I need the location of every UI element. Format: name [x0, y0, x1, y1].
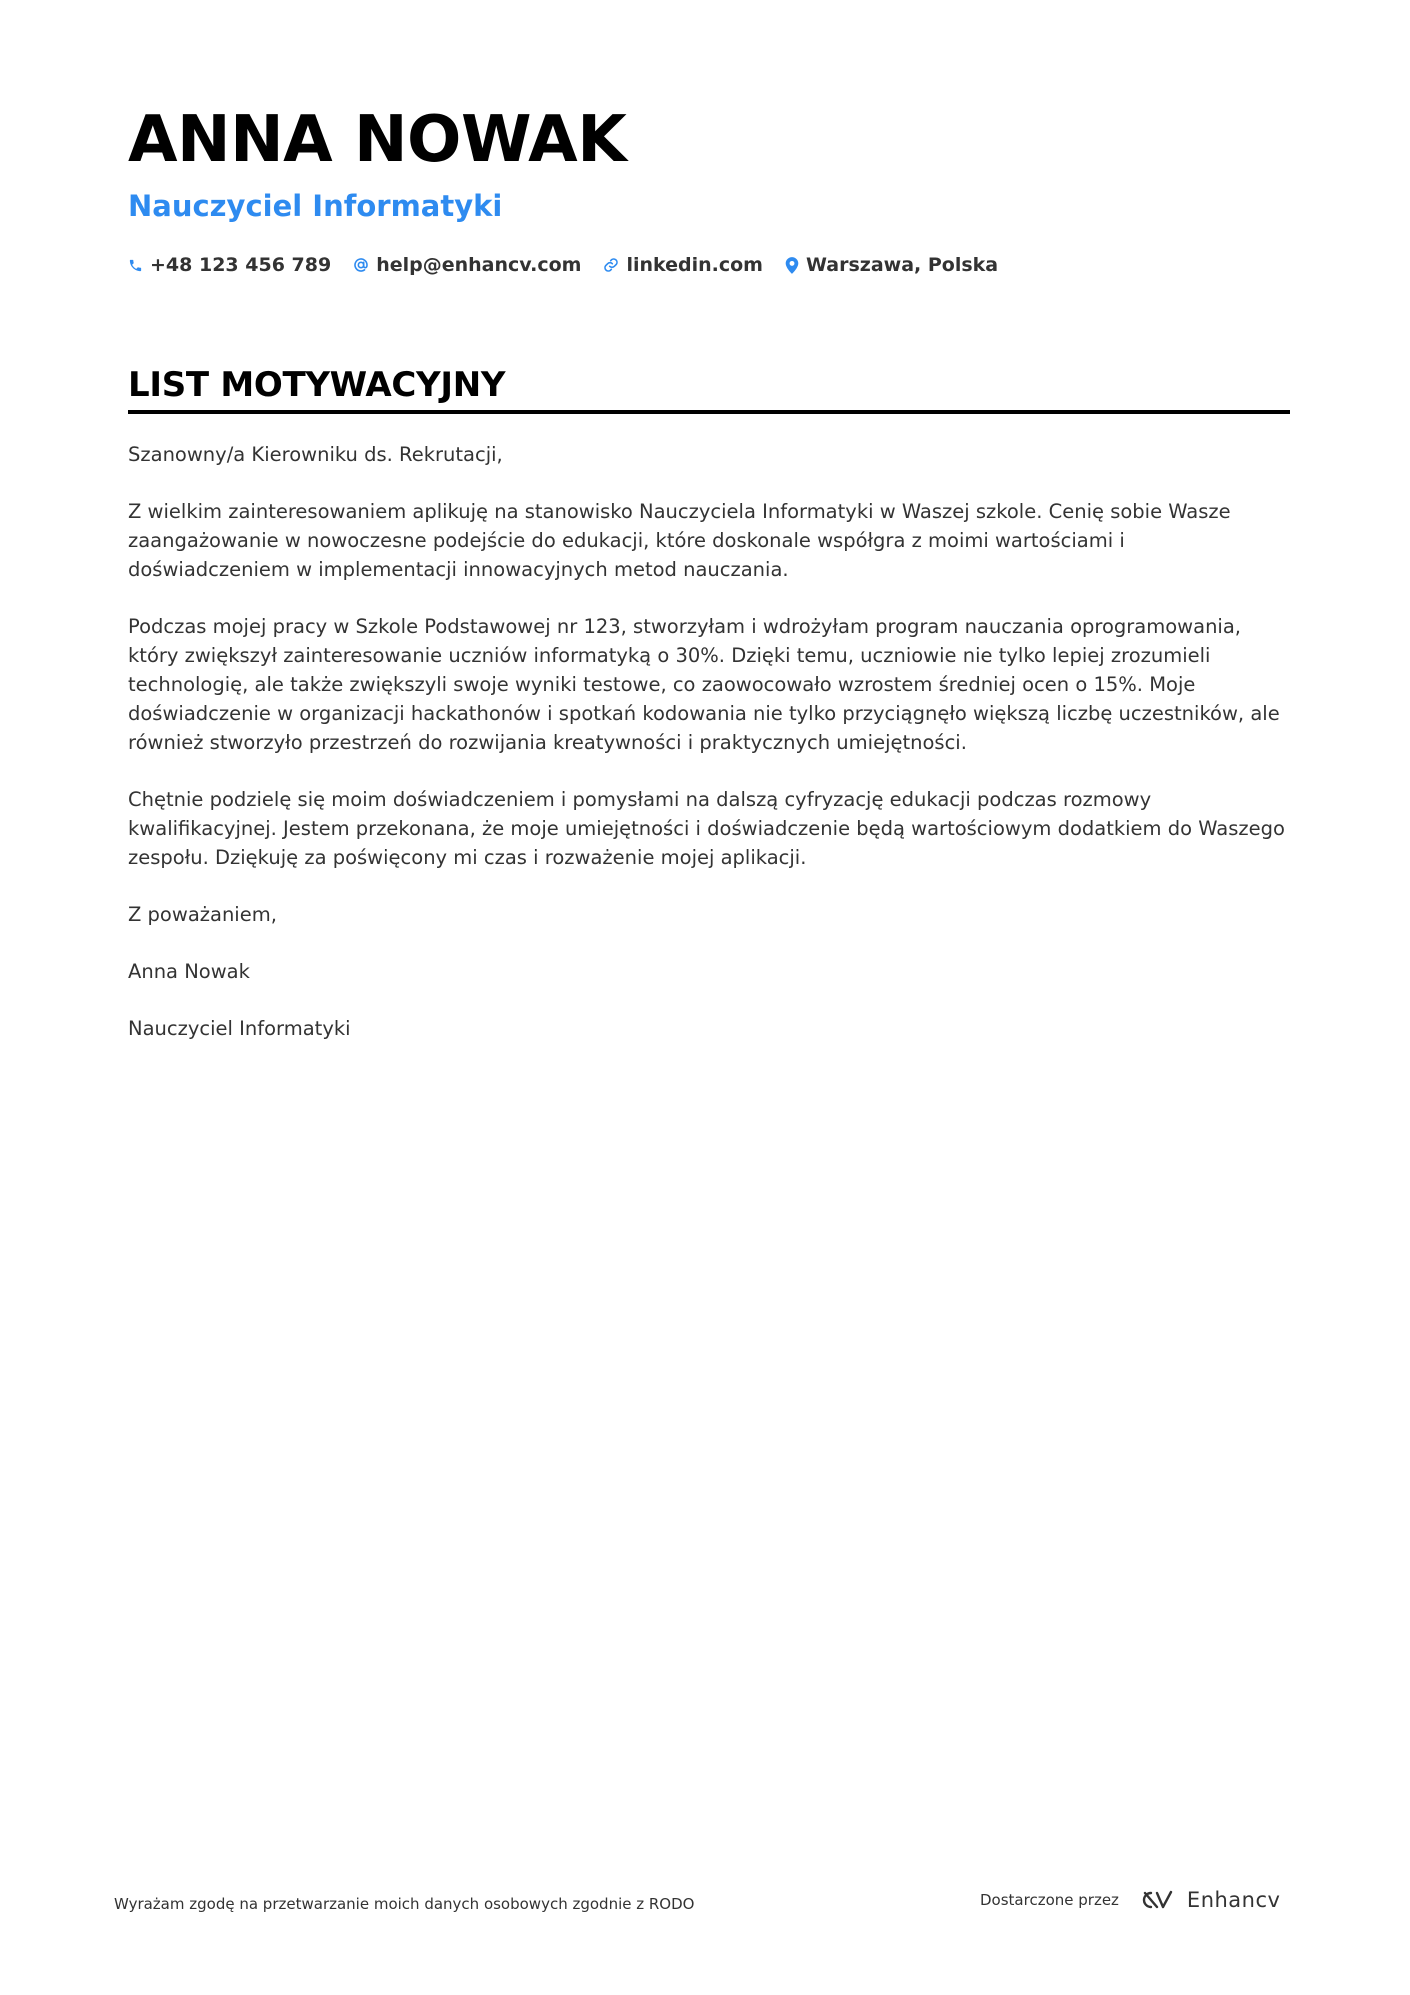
gdpr-consent: Wyrażam zgodę na przetwarzanie moich danych osobowych zgodnie z RODO [114, 1895, 695, 1913]
letter-closing: Z poważaniem, [128, 903, 277, 926]
contact-phone [128, 254, 331, 276]
contact-linkedin[interactable] [603, 254, 763, 276]
contact-email[interactable] [353, 254, 581, 276]
location-text: Warszawa, Polska [805, 254, 999, 276]
signature-role: Nauczyciel Informatyki [128, 1017, 351, 1040]
brand-name: Enhancv [1186, 1888, 1281, 1912]
provided-by-text: Dostarczone przez [980, 1891, 1119, 1909]
phone-text: +48 123 456 789 [150, 254, 332, 276]
letter-greeting: Szanowny/a Kierowniku ds. Rekrutacji, [128, 443, 503, 466]
enhancv-logo-icon [1131, 1888, 1177, 1912]
contact-bar [128, 254, 998, 276]
letter-paragraph: Chętnie podzielę się moim doświadczeniem i pomysłami na dalszą cyfryzację edukacji podczas rozmowy kwalifikacyjnej. Jestem przekonana, że moje umiejętności i doświadczenie będą wartościowym dodatkiem do Waszego zespołu. Dziękuję za poświęcony mi czas i rozważenie mojej aplikacji. [128, 788, 1285, 869]
enhancv-logo[interactable] [1131, 1888, 1281, 1912]
letter-body [128, 440, 1290, 1071]
section-title: LIST MOTYWACYJNY [128, 365, 506, 405]
location-icon [785, 257, 799, 274]
candidate-name: ANNA NOWAK [128, 103, 627, 177]
at-icon [353, 257, 369, 273]
email-text: help@enhancv.com [376, 254, 582, 276]
signature-name: Anna Nowak [128, 960, 250, 983]
section-divider [128, 410, 1290, 414]
phone-icon [128, 258, 143, 273]
letter-paragraph: Podczas mojej pracy w Szkole Podstawowej nr 123, stworzyłam i wdrożyłam program nauczania oprogramowania, który zwiększył zainteresowanie uczniów informatyką o 30%. Dzięki temu, uczniowie nie tylko lepiej zrozumieli technologię, ale także zwiększyli swoje wyniki testowe, co zaowocowało wzrostem średniej ocen o 15%. Moje doświadczenie w organizacji hackathonów i spotkań kodowania nie tylko przyciągnęło większą liczbę uczestników, ale również stworzyło przestrzeń do rozwijania kreatywności i praktycznych umiejętności. [128, 615, 1280, 754]
candidate-role: Nauczyciel Informatyki [128, 189, 503, 223]
contact-location [785, 254, 998, 276]
letter-paragraph: Z wielkim zainteresowaniem aplikuję na stanowisko Nauczyciela Informatyki w Waszej szkole. Cenię sobie Wasze zaangażowanie w nowoczesne podejście do edukacji, które doskonale współgra z moimi wartościami i doświadczeniem w implementacji innowacyjnych metod nauczania. [128, 500, 1231, 581]
linkedin-text: linkedin.com [626, 254, 763, 276]
provider-credit [980, 1888, 1280, 1912]
link-icon [603, 257, 619, 273]
